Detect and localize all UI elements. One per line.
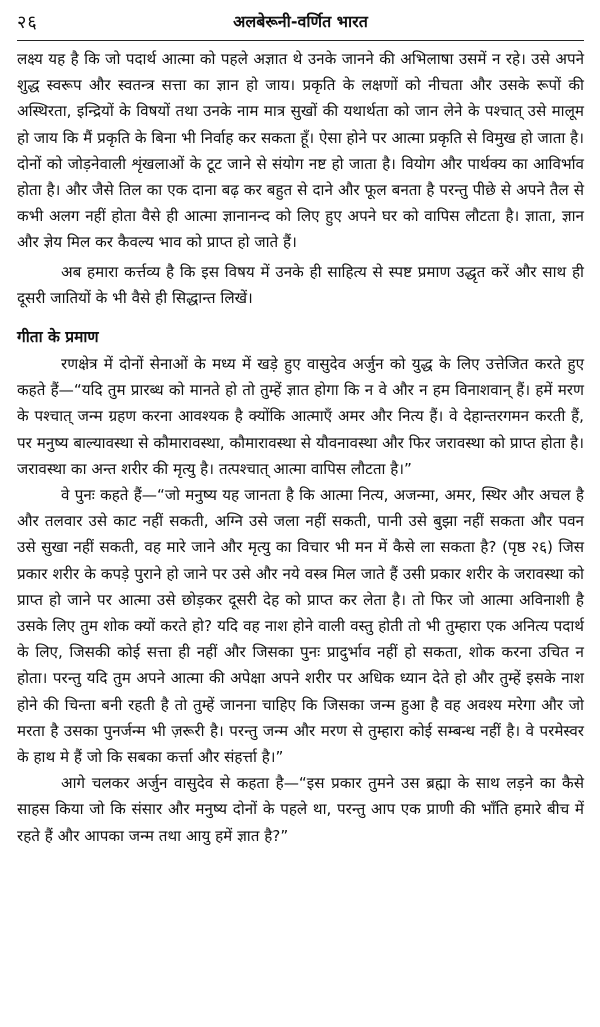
running-title: अलबेरूनी-वर्णित भारत bbox=[233, 12, 368, 31]
page-header bbox=[17, 0, 584, 41]
paragraph-1: लक्ष्य यह है कि जो पदार्थ आत्मा को पहले अज्ञात थे उनके जानने की अभिलाषा उसमें न रहे। उसे अपने शुद्ध स्वरूप और स्वतन्त्र सत्ता का ज्ञान हो जाय। प्रकृति के लक्षणों को नीचता और उसके रूपों की अस्थिरता, इन्द्रियों के विषयों तथा उनके नाम मात्र सुखों की यथार्थता को जान लेने के पश्चात् उसे मालूम हो जाय कि मैं प्रकृति के बिना भी निर्वाह कर सकता हूँ। ऐसा होने पर आत्मा प्रकृति से विमुख हो जाता है। दोनों को जोड़नेवाली शृंखलाओं के टूट जाने से संयोग नष्ट हो जाता है। वियोग और पार्थक्य का आविर्भाव होता है। और जैसे तिल का एक दाना बढ़ कर बहुत से दाने और फूल बनता है परन्तु पीछे से अपने तैल से कभी अलग नहीं होता वैसे ही आत्मा ज्ञानानन्द को लिए हुए अपने घर को वापिस लौटता है। ज्ञाता, ज्ञान और ज्ञेय मिल कर कैवल्य भाव को प्राप्त हो जाते हैं। bbox=[17, 50, 584, 252]
paragraph-3: रणक्षेत्र में दोनों सेनाओं के मध्य में खड़े हुए वासुदेव अर्जुन को युद्ध के लिए उत्तेजित करते हुए कहते हैं—“यदि तुम प्रारब्ध को मानते हो तो तुम्हें ज्ञात होगा कि न वे और न हम विनाशवान् हैं। हमें मरण के पश्चात् जन्म ग्रहण करना आवश्यक है क्योंकि आत्माएँ अमर और नित्य हैं। वे देहान्तरगमन करती हैं, पर मनुष्य बाल्यावस्था से कौमारावस्था, कौमारावस्था से यौवनावस्था और फिर जरावस्था को प्राप्त होता है। जरावस्था का अन्त शरीर की मृत्यु है। तत्पश्चात् आत्मा वापिस लौटता है।” bbox=[17, 355, 584, 478]
paragraph-2: अब हमारा कर्त्तव्य है कि इस विषय में उनके ही साहित्य से स्पष्ट प्रमाण उद्धृत करें और साथ ही दूसरी जातियों के भी वैसे ही सिद्धान्त लिखें। bbox=[17, 262, 584, 307]
paragraph-5: आगे चलकर अर्जुन वासुदेव से कहता है—“इस प्रकार तुमने उस ब्रह्मा के साथ लड़ने का कैसे साहस किया जो कि संसार और मनुष्य दोनों के पहले था, परन्तु आप एक प्राणी की भाँति हमारे बीच में रहते हैं और आपका जन्म तथा आयु हमें ज्ञात है?” bbox=[17, 774, 584, 845]
page-number: २६ bbox=[17, 12, 38, 33]
paragraph-4: वे पुनः कहते हैं—“जो मनुष्य यह जानता है कि आत्मा नित्य, अजन्मा, अमर, स्थिर और अचल है और तलवार उसे काट नहीं सकती, अग्नि उसे जला नहीं सकती, पानी उसे बुझा नहीं सकता और पवन उसे सुखा नहीं सकती, वह मारे जाने और मृत्यु का विचार भी मन में कैसे ला सकता है? (पृष्ठ २६) जिस प्रकार शरीर के कपड़े पुराने हो जाने पर उसे और नये वस्त्र मिल जाते हैं उसी प्रकार शरीर के जरावस्था को प्राप्त हो जाने पर आत्मा उसे छोड़कर दूसरी देह को प्राप्त कर लेता है। तो फिर जो आत्मा अविनाशी है उसके लिए तुम शोक क्यों करते हो? यदि वह नाश होने वाली वस्तु होती तो भी तुम्हारा एक अनित्य पदार्थ के लिए, जिसकी कोई सत्ता ही नहीं और जिसका पुनः प्रादुर्भाव नहीं हो सकता, शोक करना उचित न होता। परन्तु यदि तुम अपने आत्मा की अपेक्षा अपने शरीर पर अधिक ध्यान देते हो और तुम्हें इसके नाश होने की चिन्ता बनी रहती है तो तुम्हें जानना चाहिए कि जिसका जन्म हुआ है वह अवश्य मरेगा और जो मरता है उसका पुनर्जन्म भी ज़रूरी है। परन्तु जन्म और मरण से तुम्हारा कोई सम्बन्ध नहीं है। वे परमेस्वर के हाथ मे हैं जो कि सबका कर्त्ता और संहर्त्ता है।” bbox=[17, 486, 584, 767]
section-heading: गीता के प्रमाण bbox=[17, 328, 99, 347]
